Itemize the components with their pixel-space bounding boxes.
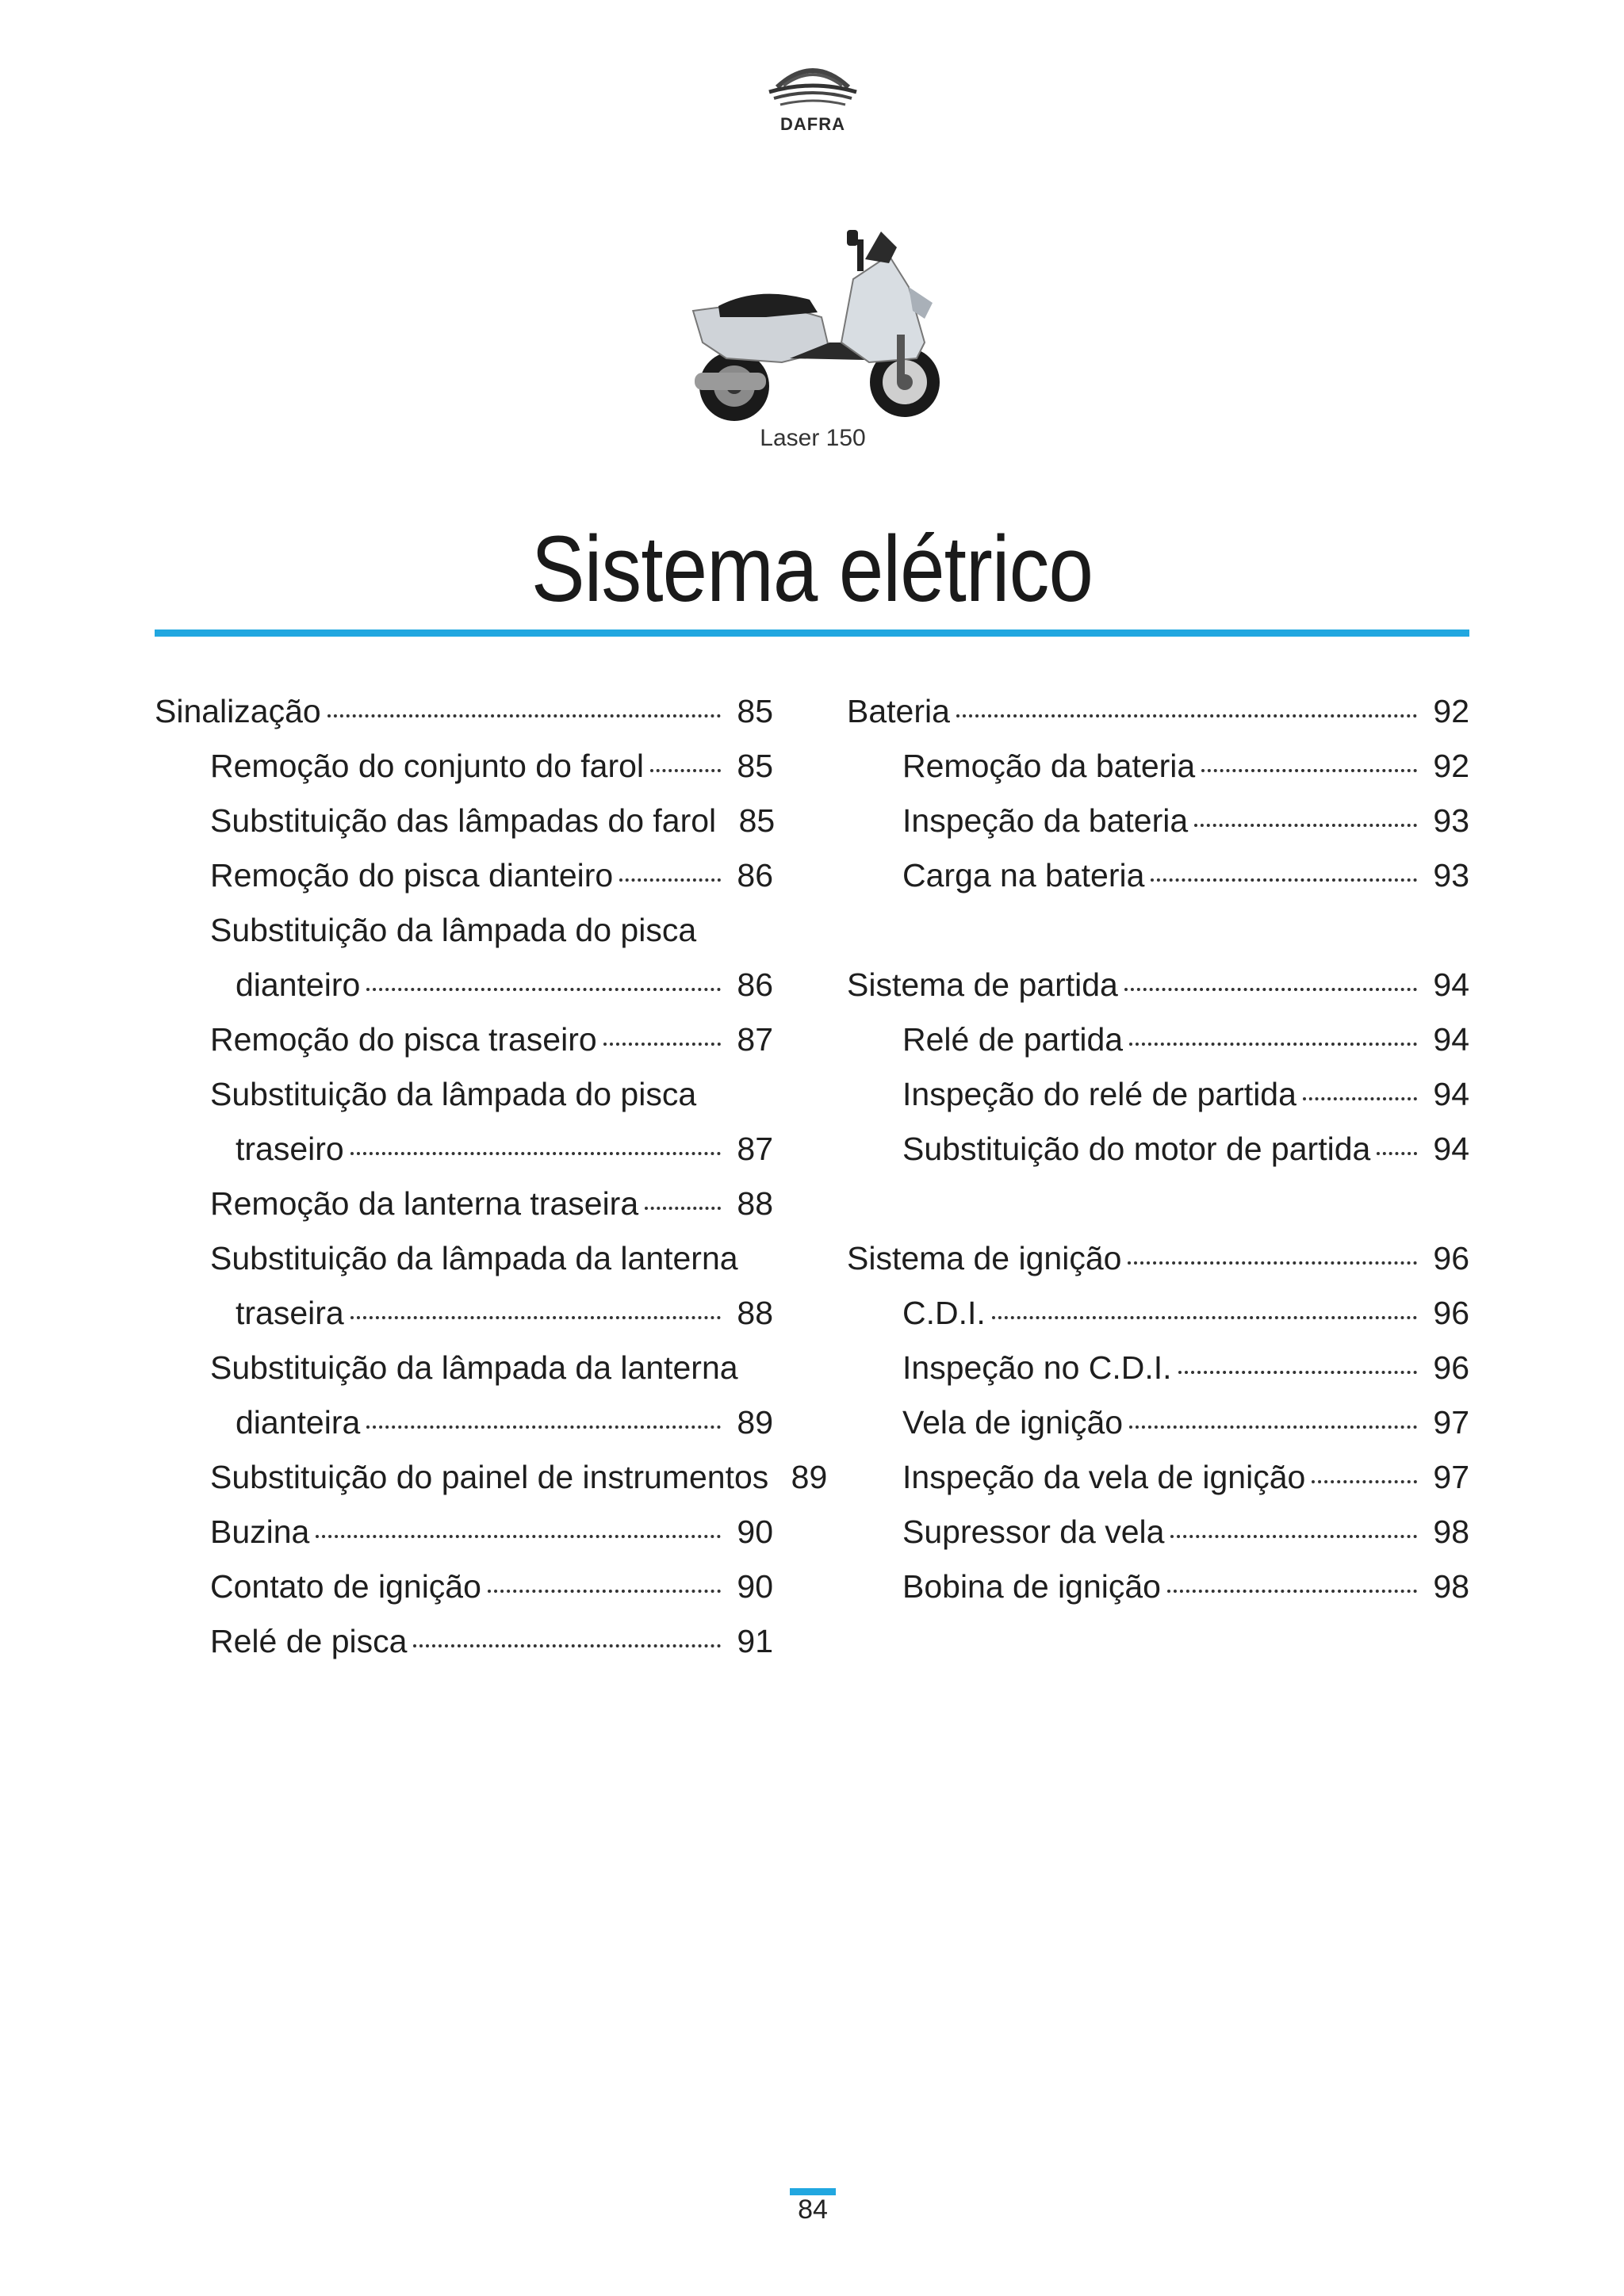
toc-entry[interactable] (847, 1459, 1469, 1513)
toc-page-number: 85 (737, 693, 773, 729)
toc-section-entry[interactable] (847, 1240, 1469, 1295)
toc-page-number: 97 (1433, 1404, 1469, 1441)
toc-entry-label: dianteira (236, 1404, 361, 1441)
toc-entry[interactable] (155, 802, 776, 857)
toc-entry-label: Supressor da vela (902, 1513, 1165, 1550)
toc-entry[interactable] (847, 1513, 1469, 1568)
toc-dot-leader (1377, 1152, 1417, 1155)
toc-dot-leader (1312, 1480, 1417, 1483)
toc-entry[interactable] (847, 1404, 1469, 1459)
toc-page-number: 86 (737, 857, 773, 894)
toc-entry-label: C.D.I. (902, 1295, 986, 1331)
title-underline (155, 629, 1469, 637)
toc-entry-label: Remoção da bateria (902, 748, 1196, 784)
toc-page-number: 97 (1433, 1459, 1469, 1495)
toc-page-number: 90 (737, 1513, 773, 1550)
toc-entry[interactable] (155, 1295, 773, 1349)
toc-dot-leader (956, 714, 1417, 718)
toc-page-number: 96 (1433, 1349, 1469, 1386)
toc-entry[interactable] (155, 1185, 773, 1240)
toc-page-number: 96 (1433, 1295, 1469, 1331)
toc-page-number: 94 (1433, 1131, 1469, 1167)
toc-dot-leader (366, 988, 721, 991)
toc-spacer (847, 1185, 1469, 1240)
toc-dot-leader (366, 1425, 721, 1429)
toc-dot-leader (619, 878, 721, 882)
toc-entry-label: Inspeção da bateria (902, 802, 1189, 839)
toc-page-number: 87 (737, 1021, 773, 1058)
toc-entry-label: Substituição do motor de partida (902, 1131, 1371, 1167)
toc-right-column (847, 693, 1469, 1623)
toc-entry[interactable] (155, 1513, 773, 1568)
toc-dot-leader (1129, 1425, 1417, 1429)
toc-entry-label: Inspeção no C.D.I. (902, 1349, 1172, 1386)
toc-left-column (155, 693, 828, 1678)
page-number: 84 (798, 2195, 828, 2225)
toc-entry[interactable] (155, 1131, 773, 1185)
toc-dot-leader (488, 1590, 721, 1593)
toc-entry[interactable] (155, 912, 773, 966)
toc-entry-label: Inspeção da vela de ignição (902, 1459, 1306, 1495)
toc-entry[interactable] (847, 748, 1469, 802)
toc-page-number: 96 (1433, 1240, 1469, 1276)
scooter-image (671, 224, 956, 426)
scooter-caption: Laser 150 (760, 425, 866, 451)
dafra-logo (766, 55, 860, 135)
toc-dot-leader (350, 1316, 721, 1319)
toc-page-number: 94 (1433, 966, 1469, 1003)
toc-entry[interactable] (847, 1131, 1469, 1185)
toc-page-number: 98 (1433, 1513, 1469, 1550)
toc-entry-label: traseira (236, 1295, 344, 1331)
toc-spacer (847, 912, 1469, 966)
toc-section-entry[interactable] (847, 693, 1469, 748)
toc-dot-leader (1170, 1535, 1417, 1538)
chapter-title: Sistema elétrico (530, 517, 1094, 622)
toc-entry[interactable] (155, 966, 773, 1021)
toc-entry[interactable] (847, 857, 1469, 912)
toc-dot-leader (413, 1644, 721, 1647)
toc-entry-label: Bobina de ignição (902, 1568, 1161, 1605)
toc-page-number: 88 (737, 1295, 773, 1331)
toc-page-number: 92 (1433, 748, 1469, 784)
toc-page-number: 85 (737, 748, 773, 784)
toc-entry[interactable] (155, 748, 773, 802)
toc-entry-label: Contato de ignição (210, 1568, 481, 1605)
toc-entry-label: Carga na bateria (902, 857, 1145, 894)
toc-dot-leader (316, 1535, 721, 1538)
toc-entry[interactable] (847, 1295, 1469, 1349)
toc-page-number: 85 (738, 802, 776, 839)
toc-dot-leader (1129, 1043, 1417, 1046)
toc-dot-leader (603, 1043, 721, 1046)
toc-dot-leader (350, 1152, 721, 1155)
toc-page-number: 89 (791, 1459, 828, 1495)
toc-entry[interactable] (847, 1076, 1469, 1131)
toc-entry-label: Remoção do pisca traseiro (210, 1021, 597, 1058)
toc-entry[interactable] (155, 1623, 773, 1678)
toc-entry-label: Substituição do painel de instrumentos (210, 1459, 769, 1495)
toc-dot-leader (1194, 824, 1417, 827)
toc-page-number: 94 (1433, 1021, 1469, 1058)
toc-section-entry[interactable] (847, 966, 1469, 1021)
toc-section-entry[interactable] (155, 693, 773, 748)
toc-dot-leader (1124, 988, 1417, 991)
toc-entry-label: Substituição da lâmpada do pisca (210, 1076, 697, 1112)
toc-entry[interactable] (155, 1459, 828, 1513)
toc-entry-label: Inspeção do relé de partida (902, 1076, 1297, 1112)
toc-entry[interactable] (155, 1021, 773, 1076)
toc-entry[interactable] (155, 1240, 773, 1295)
toc-page-number: 93 (1433, 802, 1469, 839)
toc-entry[interactable] (847, 802, 1469, 857)
toc-entry-label: Sistema de partida (847, 966, 1118, 1003)
toc-entry[interactable] (847, 1021, 1469, 1076)
toc-page-number: 88 (737, 1185, 773, 1222)
toc-entry[interactable] (155, 1404, 773, 1459)
toc-page-number: 86 (737, 966, 773, 1003)
toc-page-number: 92 (1433, 693, 1469, 729)
toc-dot-leader (1151, 878, 1417, 882)
toc-page-number: 93 (1433, 857, 1469, 894)
toc-page-number: 98 (1433, 1568, 1469, 1605)
toc-entry-label: Substituição das lâmpadas do farol (210, 802, 717, 839)
toc-entry-label: Sistema de ignição (847, 1240, 1122, 1276)
toc-page-number: 89 (737, 1404, 773, 1441)
toc-dot-leader (1178, 1371, 1417, 1374)
toc-dot-leader (327, 714, 721, 718)
toc-entry-label: Relé de partida (902, 1021, 1124, 1058)
dafra-logo-mark-icon (766, 55, 860, 111)
toc-entry-label: dianteiro (236, 966, 361, 1003)
toc-entry[interactable] (155, 1076, 773, 1131)
toc-entry-label: Remoção do pisca dianteiro (210, 857, 614, 894)
toc-entry[interactable] (847, 1349, 1469, 1404)
toc-dot-leader (645, 1207, 721, 1210)
toc-entry-label: traseiro (236, 1131, 344, 1167)
logo-wordmark: DAFRA (780, 114, 845, 134)
toc-dot-leader (1128, 1261, 1417, 1265)
toc-entry-label: Relé de pisca (210, 1623, 408, 1659)
toc-entry[interactable] (155, 857, 773, 912)
toc-entry-label: Substituição da lâmpada do pisca (210, 912, 697, 948)
toc-entry-label: Remoção do conjunto do farol (210, 748, 645, 784)
toc-entry-label: Sinalização (155, 693, 321, 729)
toc-entry-label: Buzina (210, 1513, 310, 1550)
toc-dot-leader (992, 1316, 1417, 1319)
toc-entry-label: Substituição da lâmpada da lanterna (210, 1349, 738, 1386)
toc-page-number: 94 (1433, 1076, 1469, 1112)
toc-page-number: 90 (737, 1568, 773, 1605)
toc-entry-label: Vela de ignição (902, 1404, 1124, 1441)
toc-dot-leader (1201, 769, 1417, 772)
toc-entry[interactable] (155, 1568, 773, 1623)
toc-dot-leader (1167, 1590, 1417, 1593)
toc-entry-label: Bateria (847, 693, 950, 729)
toc-page-number: 87 (737, 1131, 773, 1167)
toc-page-number: 91 (737, 1623, 773, 1659)
toc-entry-label: Substituição da lâmpada da lanterna (210, 1240, 738, 1276)
toc-entry[interactable] (847, 1568, 1469, 1623)
toc-dot-leader (1303, 1097, 1417, 1100)
toc-entry[interactable] (155, 1349, 773, 1404)
toc-dot-leader (650, 769, 721, 772)
toc-entry-label: Remoção da lanterna traseira (210, 1185, 639, 1222)
